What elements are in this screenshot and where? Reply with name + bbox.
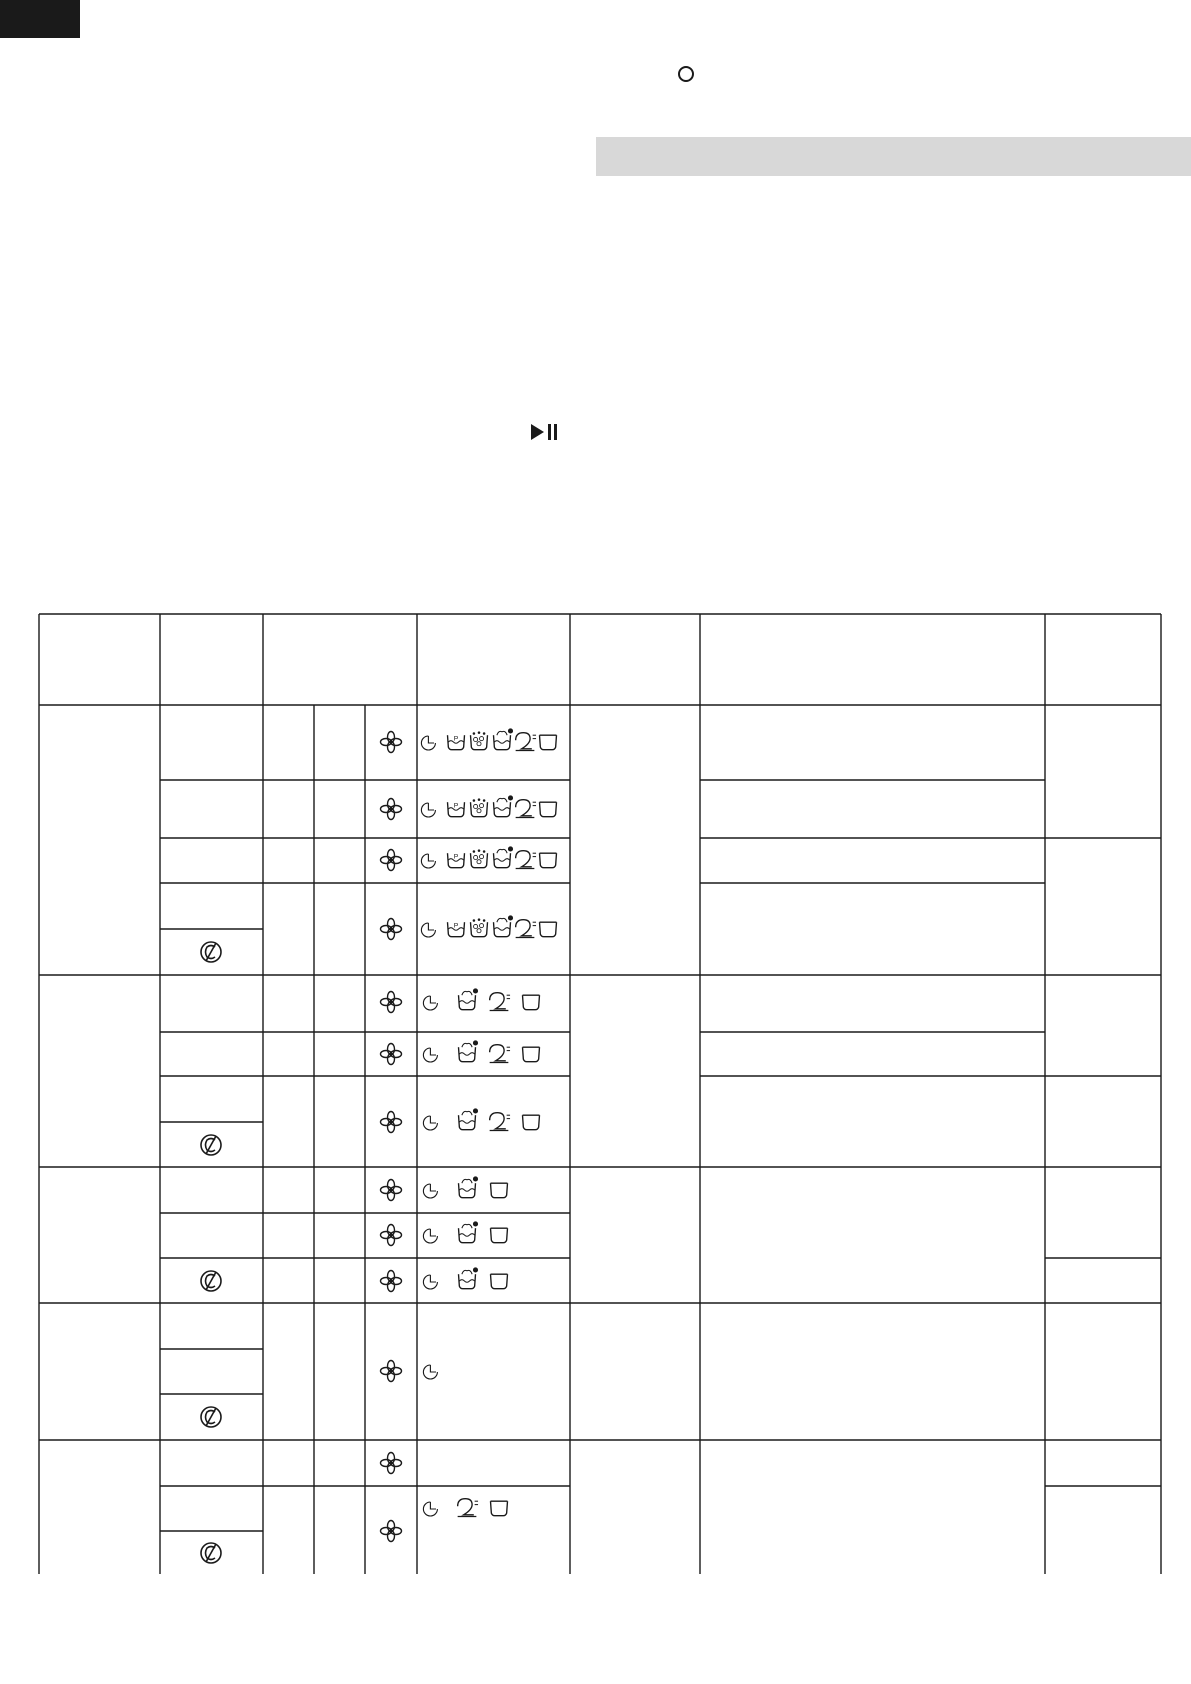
fan-spin-icon [381, 1271, 402, 1292]
clock-icon [423, 1275, 437, 1289]
no-spin-icon [201, 942, 221, 962]
intensive-tub-icon [459, 988, 479, 1009]
drain-tub-icon [540, 735, 557, 749]
clock-icon [421, 854, 435, 868]
stain-tub-icon [471, 731, 488, 749]
intensive-tub-icon [459, 1040, 479, 1061]
fan-spin-icon [381, 732, 402, 753]
prewash-tub-icon [448, 922, 465, 936]
fan-spin-icon [381, 799, 402, 820]
rinse-icon [516, 733, 536, 751]
fan-spin-icon [381, 919, 402, 940]
intensive-tub-icon [494, 915, 514, 936]
drain-tub-icon [540, 922, 557, 936]
no-spin-icon [201, 1543, 221, 1563]
fan-spin-icon [381, 992, 402, 1013]
table-grid [39, 614, 1161, 1574]
drain-tub-icon [523, 1047, 540, 1061]
clock-icon [423, 1365, 437, 1379]
drain-tub-icon [523, 995, 540, 1009]
rinse-icon [490, 1045, 510, 1063]
prewash-tub-icon [448, 853, 465, 867]
clock-icon [423, 1116, 437, 1130]
stain-tub-icon [471, 798, 488, 816]
prewash-tub-icon [448, 802, 465, 816]
clock-icon [423, 1229, 437, 1243]
table-icons [201, 728, 557, 1563]
fan-spin-icon [381, 1453, 402, 1474]
drain-tub-icon [540, 853, 557, 867]
prewash-tub-icon [448, 735, 465, 749]
rinse-icon [516, 920, 536, 938]
stain-tub-icon [471, 918, 488, 936]
clock-icon [423, 996, 437, 1010]
intensive-tub-icon [459, 1176, 479, 1197]
clock-icon [421, 803, 435, 817]
intensive-tub-icon [494, 728, 514, 749]
fan-spin-icon [381, 1112, 402, 1133]
rinse-icon [490, 1113, 510, 1131]
clock-icon [423, 1184, 437, 1198]
intensive-tub-icon [459, 1221, 479, 1242]
fan-spin-icon [381, 1180, 402, 1201]
clock-icon [421, 923, 435, 937]
clock-icon [423, 1048, 437, 1062]
rinse-icon [516, 800, 536, 818]
intensive-tub-icon [494, 846, 514, 867]
drain-tub-icon [491, 1228, 508, 1242]
rinse-icon [458, 1499, 478, 1517]
fan-spin-icon [381, 1225, 402, 1246]
drain-tub-icon [523, 1115, 540, 1129]
fan-spin-icon [381, 1044, 402, 1065]
fan-spin-icon [381, 850, 402, 871]
drain-tub-icon [491, 1501, 508, 1515]
drain-tub-icon [491, 1183, 508, 1197]
fan-spin-icon [381, 1361, 402, 1382]
no-spin-icon [201, 1407, 221, 1427]
stain-tub-icon [471, 849, 488, 867]
clock-icon [423, 1502, 437, 1516]
drain-tub-icon [540, 802, 557, 816]
intensive-tub-icon [459, 1108, 479, 1129]
rinse-icon [516, 851, 536, 869]
drain-tub-icon [491, 1274, 508, 1288]
clock-icon [421, 736, 435, 750]
no-spin-icon [201, 1271, 221, 1291]
no-spin-icon [201, 1135, 221, 1155]
fan-spin-icon [381, 1521, 402, 1542]
intensive-tub-icon [494, 795, 514, 816]
intensive-tub-icon [459, 1267, 479, 1288]
rinse-icon [490, 993, 510, 1011]
